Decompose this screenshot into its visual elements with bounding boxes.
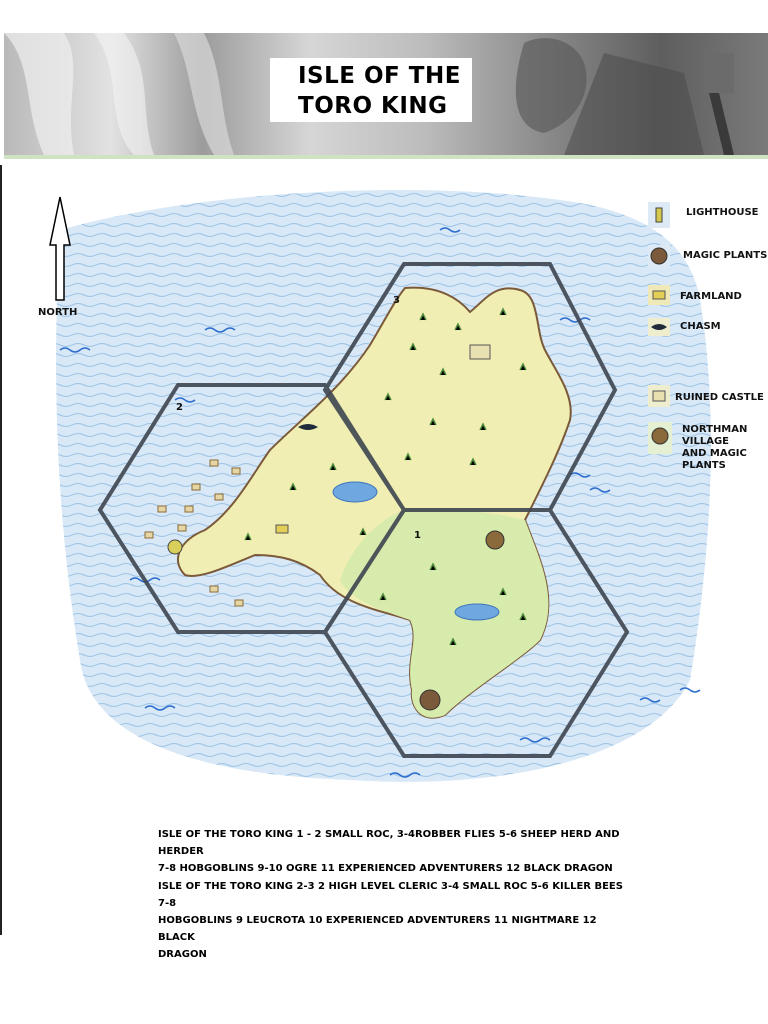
ruined-castle-icon <box>470 345 490 359</box>
legend-ruined-castle-swatch <box>648 385 670 407</box>
encounter-table-1 <box>158 826 628 877</box>
legend-magic-plants-swatch <box>648 245 670 267</box>
legend-farmland-label: FARMLAND <box>680 291 742 302</box>
encounter-table-2-line-1: ISLE OF THE TORO KING 2-3 2 HIGH LEVEL CLERIC 3-4 SMALL ROC 5-6 KILLER BEES 7-8 <box>158 881 623 909</box>
hex-number-1: 1 <box>414 530 421 541</box>
hex-number-3: 3 <box>393 295 400 306</box>
legend-farmland-swatch <box>648 285 670 305</box>
title-line-2: TORO KING <box>298 93 448 119</box>
legend-lighthouse-swatch <box>648 202 670 228</box>
legend-ruined-castle-label: RUINED CASTLE <box>675 392 764 403</box>
north-label: NORTH <box>38 307 78 318</box>
lake-west <box>333 482 377 502</box>
legend-chasm-swatch <box>648 318 670 336</box>
banner-stripe <box>4 155 768 159</box>
encounter-table-2 <box>158 878 628 963</box>
hex-number-2: 2 <box>176 402 183 413</box>
title-line-1: ISLE OF THE <box>298 63 461 89</box>
page-title <box>298 61 478 121</box>
legend-lighthouse-label: LIGHTHOUSE <box>686 207 759 218</box>
magic-plants-icon <box>420 690 440 710</box>
legend-chasm-label: CHASM <box>680 321 721 332</box>
lighthouse-icon <box>168 540 182 554</box>
northman-village-icon <box>486 531 504 549</box>
farmland-icon <box>276 525 288 533</box>
encounter-table-1-line-1: ISLE OF THE TORO KING 1 - 2 SMALL ROC, 3-4ROBBER FLIES 5-6 SHEEP HERD AND HERDER <box>158 829 620 857</box>
encounter-table-2-line-3: DRAGON <box>158 949 207 960</box>
legend-northman-village-swatch <box>648 422 672 454</box>
legend-magic-plants-label: MAGIC PLANTS <box>683 250 768 261</box>
encounter-table-1-line-2: 7-8 HOBGOBLINS 9-10 OGRE 11 EXPERIENCED ADVENTURERS 12 BLACK DRAGON <box>158 863 613 874</box>
title-box <box>270 58 472 122</box>
encounter-table-2-line-2: HOBGOBLINS 9 LEUCROTA 10 EXPERIENCED ADVENTURERS 11 NIGHTMARE 12 BLACK <box>158 915 597 943</box>
lake-south <box>455 604 499 620</box>
legend-northman-village-label: NORTHMAN VILLAGE AND MAGIC PLANTS <box>682 424 748 471</box>
